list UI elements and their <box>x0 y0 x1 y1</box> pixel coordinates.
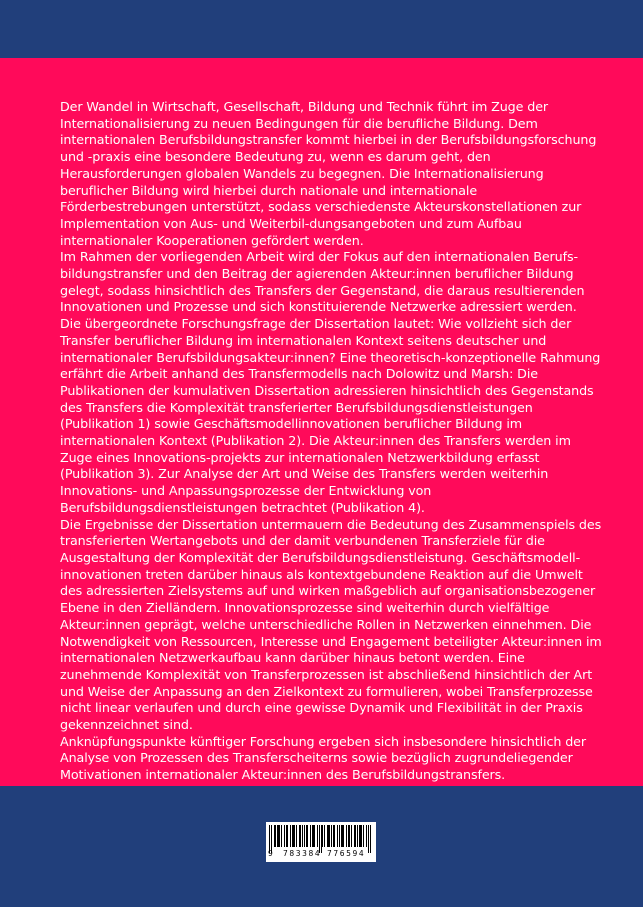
barcode-bar <box>346 825 347 847</box>
barcode-bar <box>275 825 276 847</box>
barcode-bar <box>279 825 280 847</box>
barcode-bar <box>314 825 315 847</box>
barcode-bar <box>299 825 300 847</box>
barcode-bar <box>287 825 288 847</box>
barcode-bar <box>281 825 282 847</box>
barcode-digit-first: 9 <box>268 849 273 858</box>
isbn-barcode <box>266 822 376 862</box>
barcode-bar <box>313 825 314 847</box>
barcode-bar <box>306 825 307 847</box>
abstract-text <box>60 99 602 784</box>
barcode-bar <box>363 825 364 847</box>
barcode-bar <box>296 825 297 847</box>
barcode-bar <box>337 825 338 847</box>
barcode-bar <box>333 825 334 847</box>
barcode-bar <box>327 825 328 847</box>
barcode-digits-right: 776594 <box>327 849 366 858</box>
barcode-bar <box>341 825 342 847</box>
barcode-bar <box>355 825 356 847</box>
barcode-bar <box>294 825 295 847</box>
barcode-bar <box>329 825 330 847</box>
abstract-paragraph-5: Anknüpfungspunkte künftiger Forschung ergeben sich insbesondere hinsichtlich der Analyse von Prozessen des Transferscheiterns sowie bezüglich zugrundeliegender Motivationen internationaler Akteur:innen des Berufsbildungstransfers. <box>60 733 586 783</box>
barcode-bar <box>312 825 313 847</box>
barcode-bar <box>357 825 358 847</box>
barcode-bar <box>351 825 352 847</box>
abstract-paragraph-1: Der Wandel in Wirtschaft, Gesellschaft, Bildung und Technik führt im Zuge der Internationalisierung zu neuen Bedingungen für die berufliche Bildung. Dem internationalen Berufsbildungstransfer kommt hierbei in der Berufsbildungsforschung und -praxis eine besondere Bedeutung zu, wenn es darum geht, den Herausforderungen globalen Wandels zu begegnen. Die Internationalisierung beruflicher Bildung wird hierbei durch nationale und internationale Förderbestrebungen unterstützt, sodass verschiedenste Akteurskonstellationen zur Implementation von Aus- und Weiterbil-dungsangeboten und zum Aufbau internationaler Kooperationen gefördert werden. <box>60 99 597 248</box>
barcode-bar <box>331 825 332 847</box>
barcode-bar <box>274 825 275 847</box>
barcode-bar <box>349 825 350 847</box>
barcode-bar <box>334 825 335 847</box>
barcode-digits-left: 783384 <box>283 849 322 858</box>
barcode-bar <box>278 825 279 847</box>
barcode-bar <box>300 825 301 847</box>
barcode-bar <box>292 825 293 847</box>
barcode-bar <box>307 825 308 847</box>
barcode-bar <box>342 825 343 847</box>
barcode-bar <box>328 825 329 847</box>
barcode-digits <box>266 849 376 861</box>
barcode-bar <box>348 825 349 847</box>
barcode-bar <box>324 825 325 847</box>
barcode-bar <box>360 825 361 847</box>
barcode-bar <box>322 825 323 847</box>
abstract-paragraph-3: Die übergeordnete Forschungsfrage der Dissertation lautet: Wie vollzieht sich der Transfer beruflicher Bildung im internationalen Kontext seitens deutscher und internationaler Berufsbildungsakteur:innen? Eine theoretisch-konzeptionelle Rahmung erfährt die Arbeit anhand des Transfermodells nach Dolowitz und Marsh: Die Publikationen der kumulativen Dissertation adressieren hinsichtlich des Gegenstands des Transfers die Komplexität transferierter Berufsbildungsdienstleistungen (Publikation 1) sowie Geschäftsmodellinnovationen beruflicher Bildung im internationalen Kontext (Publikation 2). Die Akteur:innen des Transfers werden im Zuge eines Innovations-projekts zur internationalen Netzwerkbildung erfasst (Publikation 3). Zur Analyse der Art und Weise des Transfers werden weiterhin Innovations- und Anpassungsprozesse der Entwicklung von Berufsbildungsdienstleistungen betrachtet (Publikation 4). <box>60 316 601 515</box>
barcode-bar <box>277 825 278 847</box>
barcode-bar <box>354 825 355 847</box>
abstract-paragraph-2: Im Rahmen der vorliegenden Arbeit wird der Fokus auf den internationalen Berufs-bildungstransfer und den Beitrag der agierenden Akteur:innen beruflicher Bildung gelegt, sodass hinsichtlich des Transfers der Gegenstand, die daraus resultierenden Innovationen und Prozesse und sich konstituierende Netzwerke adressiert werden. <box>60 249 585 315</box>
barcode-bar <box>317 825 318 847</box>
barcode-bar <box>293 825 294 847</box>
barcode-bar <box>286 825 287 847</box>
barcode-bar <box>290 825 291 847</box>
abstract-panel <box>0 58 643 786</box>
abstract-paragraph-4: Die Ergebnisse der Dissertation untermauern die Bedeutung des Zusammenspiels des transferierten Wertangebots und der damit verbundenen Transferziele für die Ausgestaltung der Komplexität der Berufsbildungsdienstleistung. Geschäftsmodell-innovationen treten darüber hinaus als kontextgebundene Reaktion auf die Umwelt des adressierten Zielsystems auf und wirken maßgeblich auf organisationsbezogener Ebene in den Zielländern. Innovationsprozesse sind weiterhin durch vielfältige Akteur:innen geprägt, welche unterschiedliche Rollen in Netzwerken einnehmen. Die Notwendigkeit von Ressourcen, Interesse und Engagement beteiligter Akteur:innen im internationalen Netzwerkaufbau kann darüber hinaus betont werden. Eine zunehmende Komplexität von Transferprozessen ist abschließend hinsichtlich der Art und Weise der Anpassung an den Zielkontext zu formulieren, wobei Transferprozesse nicht linear verlaufen und durch eine gewisse Dynamik und Flexibilität in der Praxis gekennzeichnet sind. <box>60 516 602 733</box>
barcode-bar <box>302 825 303 847</box>
barcode-bar <box>366 825 367 847</box>
barcode-bar <box>359 825 360 847</box>
barcode-bar <box>343 825 344 847</box>
barcode-bar <box>339 825 340 847</box>
top-band <box>0 0 643 58</box>
barcode-bar <box>284 825 285 847</box>
barcode-bar <box>304 825 305 847</box>
barcode-bar <box>310 825 311 847</box>
barcode-bar <box>361 825 362 847</box>
